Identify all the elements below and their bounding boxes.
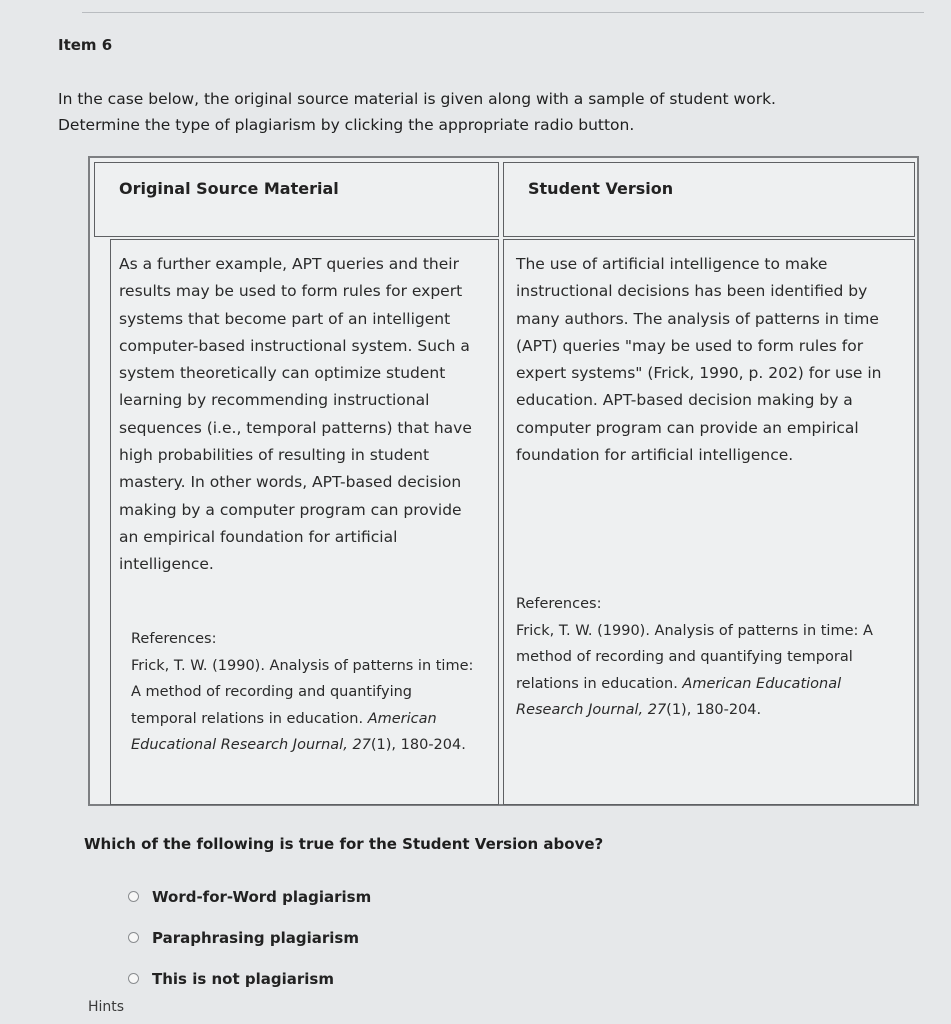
instructions-line-2: Determine the type of plagiarism by clicking the appropriate radio button. — [58, 116, 635, 134]
student-header-cell — [503, 162, 915, 237]
answer-options — [128, 876, 371, 999]
original-ref-pages: (1), 180-204. — [370, 737, 466, 753]
student-ref-journal: American Educational Research Journal, — [516, 675, 842, 718]
option-word-for-word[interactable] — [128, 876, 371, 917]
instructions-line-1: In the case below, the original source material is given along with a sample of student work. — [58, 90, 776, 108]
original-ref-volume: 27 — [352, 737, 371, 753]
student-version-cell — [503, 239, 915, 805]
student-reference-entry — [516, 618, 908, 724]
option-paraphrasing[interactable] — [128, 917, 371, 958]
option-label: Paraphrasing plagiarism — [152, 928, 359, 947]
original-ref-journal: American Educational Research Journal, — [131, 710, 437, 753]
top-divider — [82, 12, 924, 13]
radio-button[interactable] — [128, 932, 139, 943]
original-source-cell — [110, 239, 499, 805]
hints-link[interactable]: Hints — [88, 999, 125, 1015]
original-references — [131, 626, 481, 759]
original-header: Original Source Material — [119, 179, 339, 198]
student-references-label: References: — [516, 596, 602, 612]
item-title: Item 6 — [58, 36, 113, 54]
student-header: Student Version — [528, 179, 674, 198]
radio-button[interactable] — [128, 891, 139, 902]
option-not-plagiarism[interactable] — [128, 958, 371, 999]
student-ref-pages: (1), 180-204. — [666, 702, 762, 718]
student-references — [516, 591, 908, 724]
student-version-text: The use of artificial intelligence to make instructional decisions has been identified by many authors. The analysis of patterns in time (APT) queries "may be used to form rules for expert systems" (Frick, 1990, p. 202) for use in education. APT-based decision making by a computer program can provide an empirical foundation for artificial intelligence. — [516, 255, 882, 465]
instructions — [58, 86, 918, 138]
student-ref-volume: 27 — [647, 702, 667, 718]
original-source-text: As a further example, APT queries and their results may be used to form rules for expert systems that become part of an intelligent computer-based instructional system. Such a system theoretically can optimize student learning by recommending instructional sequences (i.e., temporal patterns) that have high probabilities of resulting in student mastery. In other words, APT-based decision making by a computer program can provide an empirical foundation for artificial intelligence. — [119, 255, 472, 574]
case-table — [88, 156, 919, 806]
original-ref-author: Frick, T. W. (1990). Analysis of patterns in time: A method of recording and quantifying temporal relations in education. — [131, 657, 474, 727]
question-text: Which of the following is true for the Student Version above? — [84, 835, 604, 853]
student-ref-author: Frick, T. W. (1990). Analysis of patterns in time: A method of recording and quantifying temporal relations in education. — [516, 622, 873, 692]
radio-button[interactable] — [128, 973, 139, 984]
option-label: This is not plagiarism — [152, 969, 334, 988]
option-label: Word-for-Word plagiarism — [152, 887, 372, 906]
original-header-cell — [94, 162, 499, 237]
original-references-label: References: — [131, 631, 217, 647]
original-reference-entry — [131, 653, 481, 759]
